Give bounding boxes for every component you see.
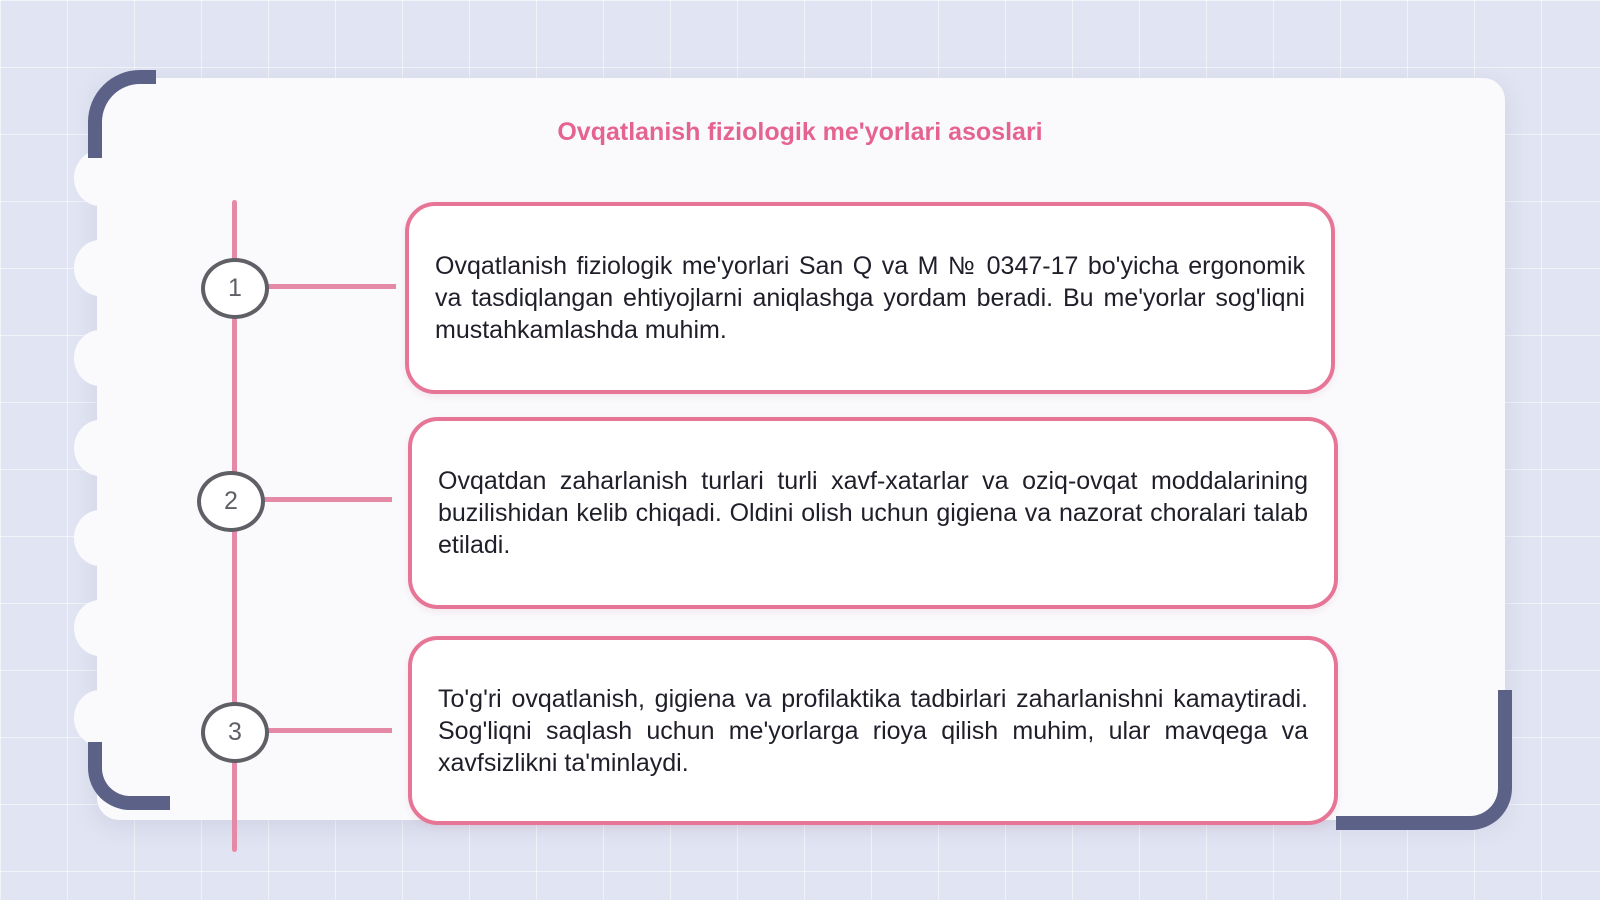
step-text: To'g'ri ovqatlanish, gigiena va profilaktika tadbirlari zaharlanishni kamaytiradi. Sog'liqni saqlash uchun me'yorlarga rioya qilish muhim, ular mavqega va xavfsizlikni ta'minlaydi. xyxy=(438,684,1308,777)
step-number-badge xyxy=(201,258,269,319)
timeline-connector xyxy=(262,497,392,502)
paper-scallop xyxy=(74,330,126,386)
step-number: 3 xyxy=(228,718,242,746)
step-number: 1 xyxy=(228,274,242,302)
paper-scallop xyxy=(74,240,126,296)
paper-scallop xyxy=(74,150,126,206)
timeline-connector xyxy=(266,728,392,733)
step-number: 2 xyxy=(224,487,238,515)
step-text: Ovqatlanish fiziologik me'yorlari San Q va M № 0347-17 bo'yicha ergonomik va tasdiqlangan ehtiyojlarni aniqlashga yordam beradi. Bu me'yorlar sog'liqni mustahkamlashda muhim. xyxy=(435,252,1305,344)
timeline-connector xyxy=(266,284,396,289)
step-text: Ovqatdan zaharlanish turlari turli xavf-xatarlar va oziq-ovqat moddalarining buzilishidan kelib chiqadi. Oldini olish uchun gigiena va nazorat choralari talab etiladi. xyxy=(438,467,1308,559)
step-card xyxy=(408,417,1338,609)
step-card xyxy=(405,202,1335,394)
step-number-badge xyxy=(201,702,269,763)
paper-scallop xyxy=(74,690,126,746)
paper-scallop xyxy=(74,420,126,476)
slide-title: Ovqatlanish fiziologik me'yorlari asoslari xyxy=(557,118,1043,146)
step-number-badge xyxy=(197,471,265,532)
frame-corner-bottom-right xyxy=(1336,690,1512,830)
frame-corner-top-left xyxy=(88,70,156,158)
paper-scallop xyxy=(74,510,126,566)
paper-scallop xyxy=(74,600,126,656)
step-card xyxy=(408,636,1338,825)
